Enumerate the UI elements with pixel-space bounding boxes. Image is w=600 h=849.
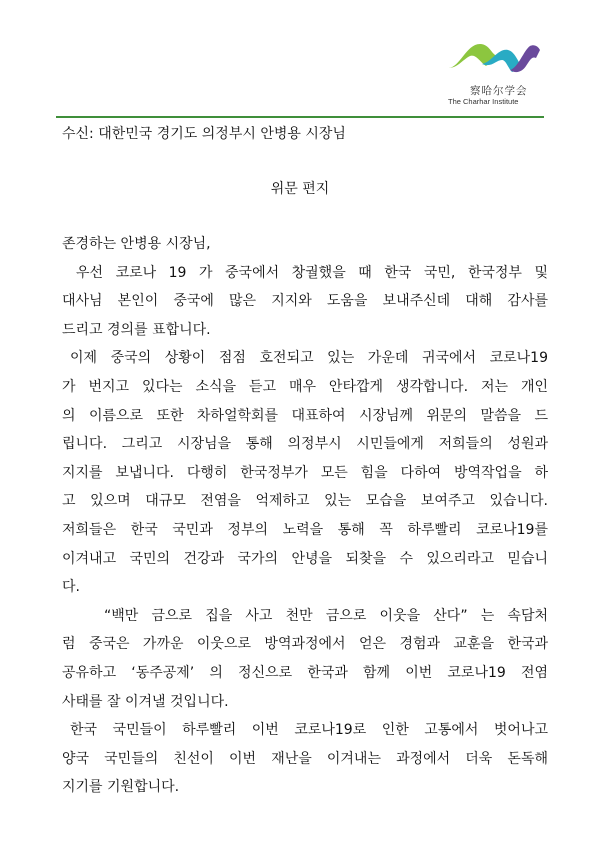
body-line: 한국 국민들이 하루빨리 이번 코로나19로 인한 고통에서 벗어나고 xyxy=(70,722,548,739)
body-line: 양국 국민들의 친선이 이번 재난을 이겨내는 과정에서 더욱 돈독해 xyxy=(62,750,548,767)
body-line: 럼 중국은 가까운 이웃으로 방역과정에서 얻은 경험과 교훈을 한국과 xyxy=(62,636,548,653)
salutation: 존경하는 안병용 시장님, xyxy=(62,236,211,252)
body-line: 립니다. 그리고 시장님을 통해 의정부시 시민들에게 저희들의 성원과 xyxy=(62,436,548,453)
body-line: 의 이름으로 또한 차하얼학회를 대표하여 시장님께 위문의 말씀을 드 xyxy=(62,407,548,424)
body-line: 지기를 기원합니다. xyxy=(62,779,180,796)
body-line: 공유하고 ‘동주공제’ 의 정신으로 한국과 함께 이번 코로나19 전염 xyxy=(62,664,548,681)
charhar-institute-logo xyxy=(440,38,560,108)
body-line: 드리고 경의를 표합니다. xyxy=(62,321,211,338)
body-line: 저희들은 한국 국민과 정부의 노력을 통해 꼭 하루빨리 코로나19를 xyxy=(62,521,548,538)
letter-title: 위문 편지 xyxy=(270,181,330,197)
body-line: 대사님 본인이 중국에 많은 지지와 도움을 보내주신데 대해 감사를 xyxy=(62,293,548,310)
body-line: 이겨내고 국민의 건강과 국가의 안녕을 되찾을 수 있으리라고 믿습니 xyxy=(62,550,548,567)
body-line: 다. xyxy=(62,579,80,596)
body-line: 고 있으며 대규모 전염을 억제하고 있는 모습을 보여주고 있습니다. xyxy=(62,493,548,510)
body-line: 사태를 잘 이겨낼 것입니다. xyxy=(62,693,229,710)
letter-body xyxy=(62,230,548,802)
recipient-line: 수신: 대한민국 경기도 의정부시 안병용 시장님 xyxy=(62,126,346,142)
header-divider xyxy=(56,116,544,118)
body-line: 지지를 보냅니다. 다행히 한국정부가 모든 힘을 다하여 방역작업을 하 xyxy=(62,464,548,481)
body-line: 가 번지고 있다는 소식을 듣고 매우 안타깝게 생각합니다. 저는 개인 xyxy=(62,378,548,395)
body-line: 이제 중국의 상황이 점점 호전되고 있는 가운데 귀국에서 코로나19 xyxy=(70,350,548,367)
body-line: 우선 코로나 19 가 중국에서 창궐했을 때 한국 국민, 한국정부 및 xyxy=(76,264,548,281)
logo-english-name: The Charhar Institute xyxy=(448,97,519,106)
body-line: “백만 금으로 집을 사고 천만 금으로 이웃을 산다” 는 속담처 xyxy=(104,607,548,624)
wave-mark-icon xyxy=(446,38,542,78)
logo-chinese-name: 察哈尔学会 xyxy=(470,85,528,97)
